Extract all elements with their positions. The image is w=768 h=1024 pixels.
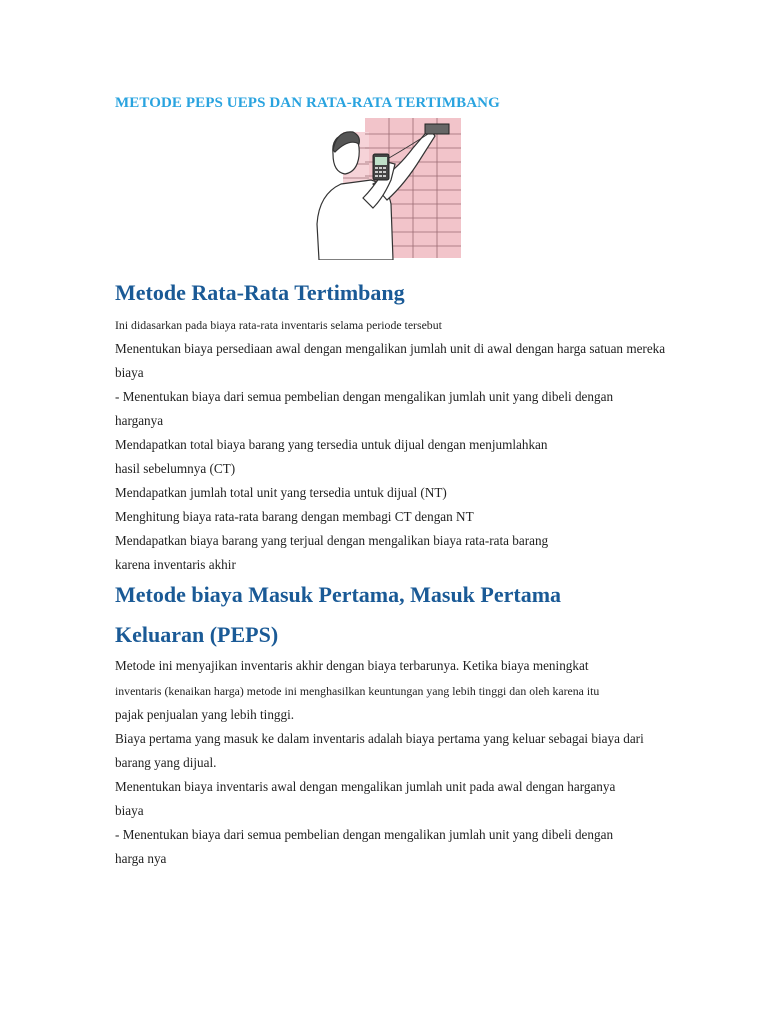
paragraph-line: Mendapatkan jumlah total unit yang tersedia untuk dijual (NT) (115, 485, 447, 500)
paragraph-line: Menentukan biaya persediaan awal dengan mengalikan jumlah unit di awal dengan harga satuan mereka (115, 341, 666, 356)
paragraph-line: pajak penjualan yang lebih tinggi. (115, 707, 295, 722)
document-title: METODE PEPS UEPS DAN RATA-RATA TERTIMBANG (115, 95, 500, 111)
paragraph-line: biaya (115, 365, 144, 380)
section-heading-weighted-average: Metode Rata-Rata Tertimbang (115, 280, 405, 305)
paragraph-line: harga nya (115, 851, 167, 866)
paragraph-line: Ini didasarkan pada biaya rata-rata inventaris selama periode tersebut (115, 318, 442, 332)
paragraph-line: inventaris (kenaikan harga) metode ini menghasilkan keuntungan yang lebih tinggi dan oleh karena itu (115, 684, 600, 698)
paragraph-line: hasil sebelumnya (CT) (115, 461, 236, 476)
paragraph-line: Menentukan biaya inventaris awal dengan mengalikan jumlah unit pada awal dengan harganya (115, 779, 616, 794)
paragraph-line: - Menentukan biaya dari semua pembelian dengan mengalikan jumlah unit yang dibeli dengan (115, 827, 614, 842)
paragraph-line: Menghitung biaya rata-rata barang dengan membagi CT dengan NT (115, 509, 474, 524)
paragraph-line: harganya (115, 413, 164, 428)
paragraph-line: - Menentukan biaya dari semua pembelian dengan mengalikan jumlah unit yang dibeli dengan (115, 389, 614, 404)
inventory-worker-illustration (313, 114, 463, 260)
paragraph-line: Mendapatkan total biaya barang yang tersedia untuk dijual dengan menjumlahkan (115, 437, 548, 452)
paragraph-line: biaya (115, 803, 144, 818)
paragraph-line: Metode ini menyajikan inventaris akhir dengan biaya terbarunya. Ketika biaya meningkat (115, 658, 589, 673)
section-heading-fifo-line2: Keluaran (PEPS) (115, 622, 279, 647)
paragraph-line: karena inventaris akhir (115, 557, 236, 572)
paragraph-line: Mendapatkan biaya barang yang terjual dengan mengalikan biaya rata-rata barang (115, 533, 549, 548)
paragraph-line: Biaya pertama yang masuk ke dalam inventaris adalah biaya pertama yang keluar sebagai biaya dari (115, 731, 644, 746)
paragraph-line: barang yang dijual. (115, 755, 217, 770)
section-heading-fifo-line1: Metode biaya Masuk Pertama, Masuk Pertama (115, 582, 562, 607)
